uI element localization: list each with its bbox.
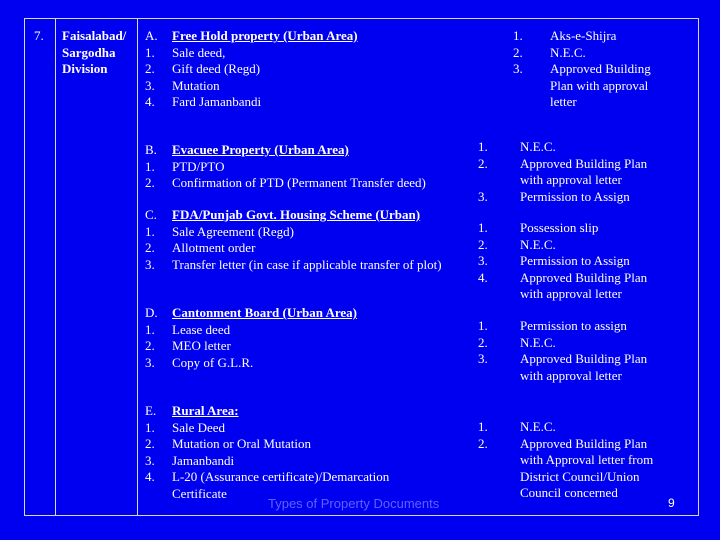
section-letter: E. <box>145 403 157 418</box>
item-number: 4. <box>145 469 155 485</box>
doc-number: 2. <box>478 435 488 451</box>
doc-line: Approved Building Plan <box>520 155 648 171</box>
doc-line: with approval letter <box>520 286 622 302</box>
list-item: Transfer letter (in case if applicable transfer of plot) <box>172 256 442 272</box>
item-number: 1. <box>145 44 155 60</box>
doc-line: Approved Building Plan <box>520 435 648 451</box>
section-letter: C. <box>145 207 157 222</box>
section-heading: Cantonment Board (Urban Area) <box>172 305 358 320</box>
doc-line: Aks-e-Shijra <box>550 28 617 43</box>
doc-line: N.E.C. <box>550 44 586 60</box>
item-number: 4. <box>145 94 155 110</box>
item-number: 2. <box>145 338 155 354</box>
section-heading: Rural Area: <box>172 403 239 418</box>
doc-line: Approved Building Plan <box>520 269 648 285</box>
item-number: 1. <box>145 321 155 337</box>
list-item: Fard Jamanbandi <box>172 94 262 110</box>
doc-number: 2. <box>478 155 488 171</box>
list-item: Allotment order <box>172 240 256 256</box>
doc-line: Permission to Assign <box>520 189 630 204</box>
list-item: Copy of G.L.R. <box>172 354 254 370</box>
doc-line: letter <box>550 94 577 110</box>
list-item: Mutation <box>172 77 220 93</box>
list-item: MEO letter <box>172 338 231 354</box>
doc-line: N.E.C. <box>520 139 556 154</box>
item-number: 3. <box>145 452 155 468</box>
section-heading: Free Hold property (Urban Area) <box>172 28 358 43</box>
row-serial: 7. <box>34 28 44 43</box>
item-number: 1. <box>145 158 155 174</box>
division-line: Division <box>62 61 108 77</box>
column-divider <box>137 18 138 516</box>
doc-number: 4. <box>478 269 488 285</box>
doc-line: N.E.C. <box>520 334 556 350</box>
list-item: Lease deed <box>172 321 231 337</box>
section-letter: B. <box>145 142 157 157</box>
doc-line: N.E.C. <box>520 419 556 434</box>
item-number: 3. <box>145 354 155 370</box>
item-number: 2. <box>145 436 155 452</box>
list-item: Gift deed (Regd) <box>172 61 261 77</box>
doc-line: Approved Building Plan <box>520 351 648 367</box>
section-heading: Evacuee Property (Urban Area) <box>172 142 349 157</box>
doc-number: 1. <box>478 220 488 235</box>
doc-number: 1. <box>478 139 488 154</box>
section-letter: A. <box>145 28 158 43</box>
doc-line: Plan with approval <box>550 77 649 93</box>
item-number: 3. <box>145 256 155 272</box>
doc-line: District Council/Union <box>520 468 640 484</box>
item-number: 2. <box>145 61 155 77</box>
doc-line: Council concerned <box>520 485 618 501</box>
doc-line: with Approval letter from <box>520 452 654 468</box>
item-number: 1. <box>145 419 155 435</box>
division-line: Faisalabad/ <box>62 28 127 43</box>
doc-number: 2. <box>478 236 488 252</box>
list-item: L-20 (Assurance certificate)/Demarcation <box>172 469 390 485</box>
list-item: PTD/PTO <box>172 158 225 174</box>
doc-number: 3. <box>478 351 488 367</box>
item-number: 2. <box>145 175 155 191</box>
list-item: Confirmation of PTD (Permanent Transfer deed) <box>172 175 426 191</box>
doc-line: Permission to Assign <box>520 253 630 269</box>
page-number: 9 <box>668 496 675 510</box>
doc-number: 3. <box>513 61 523 77</box>
list-item: Sale Deed <box>172 419 226 435</box>
doc-line: with approval letter <box>520 367 622 383</box>
doc-line: Permission to assign <box>520 318 627 333</box>
list-item: Jamanbandi <box>172 452 235 468</box>
doc-line: Possession slip <box>520 220 599 235</box>
doc-line: N.E.C. <box>520 236 556 252</box>
doc-number: 2. <box>513 44 523 60</box>
doc-number: 3. <box>478 189 488 204</box>
item-number: 3. <box>145 77 155 93</box>
column-divider <box>55 18 56 516</box>
list-item: Sale Agreement (Regd) <box>172 223 295 239</box>
doc-number: 1. <box>478 419 488 434</box>
list-item: Mutation or Oral Mutation <box>172 436 312 452</box>
section-heading: FDA/Punjab Govt. Housing Scheme (Urban) <box>172 207 421 222</box>
doc-number: 3. <box>478 253 488 269</box>
item-number: 1. <box>145 223 155 239</box>
list-item: Sale deed, <box>172 44 226 60</box>
doc-line: Approved Building <box>550 61 651 77</box>
item-number: 2. <box>145 240 155 256</box>
division-line: Sargodha <box>62 44 116 60</box>
doc-number: 1. <box>478 318 488 333</box>
list-item-continued: Certificate <box>172 486 227 501</box>
slide-footer: Types of Property Documents <box>268 496 440 511</box>
doc-number: 1. <box>513 28 523 43</box>
doc-number: 2. <box>478 334 488 350</box>
doc-line: with approval letter <box>520 172 622 188</box>
section-letter: D. <box>145 305 158 320</box>
